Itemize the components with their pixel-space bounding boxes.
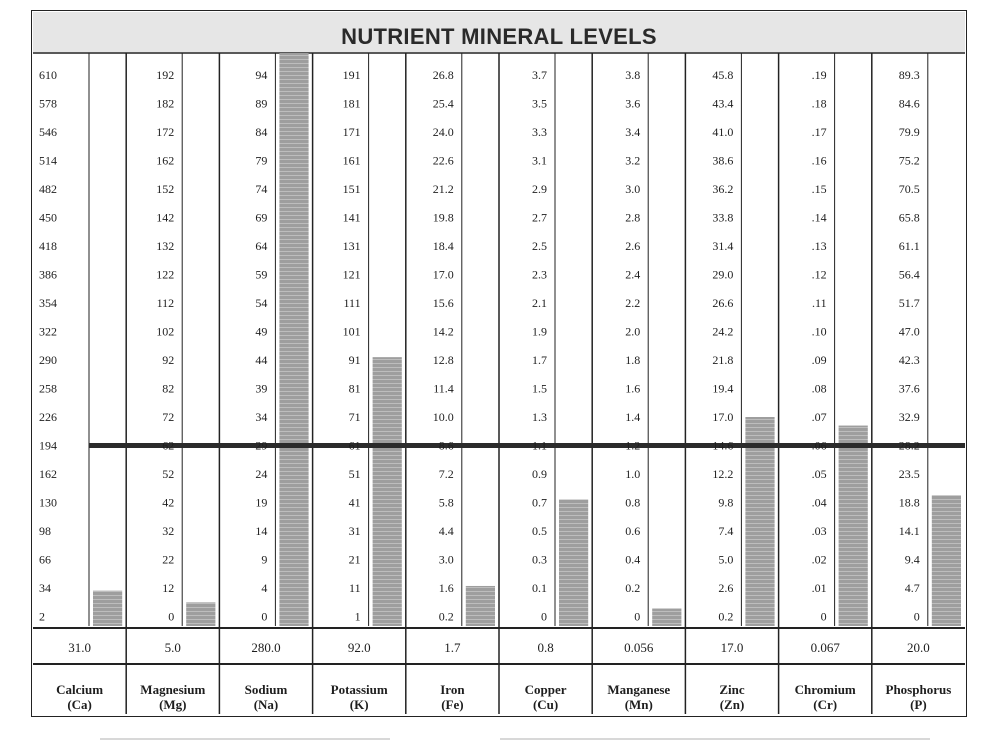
tick-label: 65.8 xyxy=(898,210,920,225)
tick-label: 69 xyxy=(255,210,268,225)
mineral-name-potassium: Potassium xyxy=(330,682,388,697)
tick-label: 0 xyxy=(634,609,641,624)
tick-label: 98 xyxy=(39,524,51,538)
tick-label: 31 xyxy=(348,524,361,538)
tick-label: 0.9 xyxy=(532,467,547,481)
bar-potassium xyxy=(373,357,402,626)
tick-label: .02 xyxy=(811,552,827,567)
mineral-symbol-iron: (Fe) xyxy=(441,697,464,712)
tick-label: 12.8 xyxy=(432,353,454,367)
tick-label: 192 xyxy=(156,68,175,82)
value-label-phosphorus: 20.0 xyxy=(907,640,930,655)
tick-label: 89 xyxy=(255,96,268,111)
tick-label: 28.2 xyxy=(898,438,920,453)
tick-label: 258 xyxy=(39,381,57,396)
tick-label: 79.9 xyxy=(898,125,920,139)
tick-label: 482 xyxy=(39,182,57,196)
tick-label: 21.2 xyxy=(432,182,454,196)
tick-label: .01 xyxy=(811,581,827,595)
tick-label: 1.2 xyxy=(625,438,641,453)
tick-label: 14.2 xyxy=(432,324,454,339)
tick-label: 2.7 xyxy=(532,210,547,225)
bar-copper xyxy=(559,499,588,626)
tick-label: 2.0 xyxy=(625,324,641,339)
mineral-symbol-manganese: (Mn) xyxy=(624,697,653,712)
tick-label: 8.6 xyxy=(438,438,454,453)
chart-title: NUTRIENT MINERAL LEVELS xyxy=(341,24,657,49)
tick-label: 162 xyxy=(156,153,175,168)
tick-label: 0 xyxy=(261,609,268,624)
tick-label: 130 xyxy=(39,495,57,510)
tick-label: 59 xyxy=(255,267,268,282)
tick-label: 34 xyxy=(39,581,51,595)
tick-label: 70.5 xyxy=(898,182,920,196)
tick-label: 0.2 xyxy=(718,609,734,624)
tick-label: 34 xyxy=(255,410,268,424)
tick-label: 2.1 xyxy=(532,296,547,310)
tick-label: 122 xyxy=(156,267,175,282)
value-label-manganese: 0.056 xyxy=(624,640,654,655)
tick-label: 3.5 xyxy=(532,96,547,111)
tick-label: 546 xyxy=(39,125,57,139)
tick-label: 79 xyxy=(255,153,268,168)
tick-label: 1.0 xyxy=(625,467,641,481)
tick-label: 1.7 xyxy=(532,353,547,367)
bar-iron xyxy=(466,586,495,626)
tick-label: 64 xyxy=(255,239,268,253)
mineral-name-iron: Iron xyxy=(440,682,465,697)
tick-label: 181 xyxy=(342,96,361,111)
tick-label: .03 xyxy=(811,524,827,538)
mineral-name-phosphorus: Phosphorus xyxy=(885,682,952,697)
tick-label: 2.8 xyxy=(625,210,641,225)
tick-label: 81 xyxy=(348,381,361,396)
tick-label: .16 xyxy=(811,153,827,168)
tick-label: 84.6 xyxy=(898,96,920,111)
tick-label: 36.2 xyxy=(712,182,734,196)
tick-label: 101 xyxy=(342,324,361,339)
footer-rule-left xyxy=(100,738,390,740)
tick-label: 5.0 xyxy=(718,552,734,567)
tick-label: 418 xyxy=(39,239,57,253)
tick-label: .19 xyxy=(811,68,827,82)
value-label-zinc: 17.0 xyxy=(720,640,744,655)
tick-label: 29.0 xyxy=(712,267,734,282)
value-label-potassium: 92.0 xyxy=(347,640,371,655)
tick-label: 1.6 xyxy=(625,381,641,396)
value-label-chromium: 0.067 xyxy=(810,640,840,655)
tick-label: 2.5 xyxy=(532,239,547,253)
tick-label: .13 xyxy=(811,239,827,253)
tick-label: 33.8 xyxy=(712,210,734,225)
tick-label: 14 xyxy=(255,524,268,538)
tick-label: 0 xyxy=(541,609,547,624)
tick-label: 21 xyxy=(348,552,361,567)
tick-label: 51.7 xyxy=(898,296,920,310)
tick-label: 42 xyxy=(162,495,175,510)
tick-label: .18 xyxy=(811,96,827,111)
tick-label: 0.7 xyxy=(532,495,547,510)
tick-label: 0 xyxy=(913,609,920,624)
value-label-copper: 0.8 xyxy=(537,640,554,655)
tick-label: 7.4 xyxy=(718,524,734,538)
tick-label: 9.4 xyxy=(904,552,920,567)
tick-label: 3.0 xyxy=(438,552,454,567)
tick-label: 94 xyxy=(255,68,268,82)
tick-label: 29 xyxy=(255,438,268,453)
mineral-name-magnesium: Magnesium xyxy=(140,682,206,697)
tick-label: 24.0 xyxy=(432,125,454,139)
mineral-name-sodium: Sodium xyxy=(244,682,288,697)
tick-label: 44 xyxy=(255,353,268,367)
tick-label: 131 xyxy=(342,239,361,253)
value-label-iron: 1.7 xyxy=(444,640,461,655)
tick-label: 226 xyxy=(39,410,57,424)
tick-label: .05 xyxy=(811,467,827,481)
tick-label: 43.4 xyxy=(712,96,734,111)
tick-label: 3.0 xyxy=(625,182,641,196)
tick-label: 31.4 xyxy=(712,239,734,253)
tick-label: 171 xyxy=(342,125,361,139)
tick-label: 1.3 xyxy=(532,410,547,424)
tick-label: 38.6 xyxy=(712,153,734,168)
tick-label: 1.8 xyxy=(625,353,641,367)
tick-label: 54 xyxy=(255,296,268,310)
mineral-symbol-chromium: (Cr) xyxy=(813,697,838,712)
tick-label: 1.9 xyxy=(532,324,547,339)
tick-label: 89.3 xyxy=(898,68,920,82)
tick-label: 84 xyxy=(255,125,268,139)
tick-label: 21.8 xyxy=(712,353,734,367)
tick-label: 18.4 xyxy=(432,239,454,253)
mineral-symbol-magnesium: (Mg) xyxy=(159,697,187,712)
tick-label: 354 xyxy=(39,296,57,310)
tick-label: 194 xyxy=(39,438,57,453)
tick-label: 0.5 xyxy=(532,524,547,538)
tick-label: 19.4 xyxy=(712,381,734,396)
mineral-symbol-sodium: (Na) xyxy=(253,697,279,712)
tick-label: 3.2 xyxy=(625,153,641,168)
tick-label: 56.4 xyxy=(898,267,920,282)
tick-label: 0.2 xyxy=(625,581,641,595)
tick-label: 141 xyxy=(342,210,361,225)
tick-label: 62 xyxy=(162,438,175,453)
tick-label: 52 xyxy=(162,467,175,481)
tick-label: 152 xyxy=(156,182,175,196)
mineral-symbol-calcium: (Ca) xyxy=(67,697,92,712)
tick-label: 2.6 xyxy=(625,239,641,253)
tick-label: 41 xyxy=(348,495,361,510)
tick-label: 24 xyxy=(255,467,268,481)
tick-label: 71 xyxy=(348,410,361,424)
tick-label: 14.6 xyxy=(712,438,734,453)
tick-label: 191 xyxy=(342,68,361,82)
tick-label: 290 xyxy=(39,353,57,367)
footer-rule-right xyxy=(500,738,930,740)
tick-label: 11.4 xyxy=(433,381,454,396)
tick-label: 151 xyxy=(342,182,361,196)
tick-label: 0.4 xyxy=(625,552,641,567)
tick-label: 22 xyxy=(162,552,175,567)
tick-label: 1.5 xyxy=(532,381,547,396)
tick-label: 9 xyxy=(261,552,268,567)
tick-label: 610 xyxy=(39,68,57,82)
tick-label: .15 xyxy=(811,182,827,196)
tick-label: .14 xyxy=(811,210,827,225)
tick-label: 19 xyxy=(255,495,268,510)
tick-label: 3.7 xyxy=(532,68,547,82)
tick-label: 37.6 xyxy=(898,381,920,396)
tick-label: 102 xyxy=(156,324,175,339)
tick-label: 514 xyxy=(39,153,57,168)
tick-label: 92 xyxy=(162,353,175,367)
tick-label: 1.1 xyxy=(532,438,547,453)
tick-label: 2.9 xyxy=(532,182,547,196)
tick-label: 12.2 xyxy=(712,467,734,481)
tick-label: .06 xyxy=(811,438,827,453)
tick-label: .11 xyxy=(812,296,827,310)
tick-label: .12 xyxy=(811,267,827,282)
tick-label: 3.8 xyxy=(625,68,641,82)
tick-label: 74 xyxy=(255,182,268,196)
tick-label: 32.9 xyxy=(898,410,920,424)
tick-label: 15.6 xyxy=(432,296,454,310)
tick-label: 66 xyxy=(39,552,51,567)
mineral-symbol-zinc: (Zn) xyxy=(719,697,745,712)
mineral-name-manganese: Manganese xyxy=(607,682,671,697)
bar-manganese xyxy=(652,609,681,626)
bar-sodium xyxy=(279,53,308,626)
tick-label: 9.8 xyxy=(718,495,734,510)
tick-label: 25.4 xyxy=(432,96,454,111)
tick-label: 82 xyxy=(162,381,175,396)
tick-label: 4 xyxy=(261,581,268,595)
tick-label: 32 xyxy=(162,524,175,538)
tick-label: 0 xyxy=(168,609,175,624)
bar-phosphorus xyxy=(932,495,961,626)
tick-label: 4.4 xyxy=(438,524,454,538)
tick-label: 26.6 xyxy=(712,296,734,310)
tick-label: 72 xyxy=(162,410,175,424)
tick-label: 51 xyxy=(348,467,361,481)
tick-label: .07 xyxy=(811,410,827,424)
tick-label: 162 xyxy=(39,467,57,481)
tick-label: 1.6 xyxy=(438,581,454,595)
tick-label: 2.4 xyxy=(625,267,641,282)
mineral-name-chromium: Chromium xyxy=(794,682,856,697)
tick-label: 132 xyxy=(156,239,175,253)
tick-label: 18.8 xyxy=(898,495,920,510)
tick-label: 24.2 xyxy=(712,324,734,339)
tick-label: 22.6 xyxy=(432,153,454,168)
mineral-name-zinc: Zinc xyxy=(719,682,745,697)
tick-label: 61.1 xyxy=(898,239,920,253)
value-label-sodium: 280.0 xyxy=(251,640,281,655)
tick-label: 61 xyxy=(348,438,361,453)
tick-label: 578 xyxy=(39,96,57,111)
tick-label: 0.3 xyxy=(532,552,547,567)
bar-magnesium xyxy=(186,602,215,626)
tick-label: 2.3 xyxy=(532,267,547,282)
tick-label: 0 xyxy=(820,609,827,624)
tick-label: 172 xyxy=(156,125,175,139)
tick-label: 4.7 xyxy=(904,581,920,595)
tick-label: 17.0 xyxy=(712,410,734,424)
mineral-symbol-phosphorus: (P) xyxy=(910,697,927,712)
tick-label: .17 xyxy=(811,125,827,139)
tick-label: 49 xyxy=(255,324,268,339)
tick-label: 14.1 xyxy=(898,524,920,538)
tick-label: 45.8 xyxy=(712,68,734,82)
tick-label: 0.8 xyxy=(625,495,641,510)
tick-label: 111 xyxy=(343,296,361,310)
tick-label: 386 xyxy=(39,267,57,282)
tick-label: 0.1 xyxy=(532,581,547,595)
tick-label: 41.0 xyxy=(712,125,734,139)
tick-label: 1 xyxy=(354,609,361,624)
tick-label: 11 xyxy=(349,581,361,595)
tick-label: .08 xyxy=(811,381,827,396)
mineral-name-copper: Copper xyxy=(524,682,567,697)
value-label-calcium: 31.0 xyxy=(68,640,91,655)
mineral-name-calcium: Calcium xyxy=(56,682,104,697)
tick-label: 42.3 xyxy=(898,353,920,367)
tick-label: 450 xyxy=(39,210,57,225)
mineral-symbol-potassium: (K) xyxy=(349,697,369,712)
value-label-magnesium: 5.0 xyxy=(164,640,181,655)
tick-label: 26.8 xyxy=(432,68,454,82)
tick-label: 39 xyxy=(255,381,268,396)
mineral-symbol-copper: (Cu) xyxy=(532,697,559,712)
bar-zinc xyxy=(745,417,774,626)
tick-label: 112 xyxy=(156,296,175,310)
tick-label: 142 xyxy=(156,210,175,225)
bar-calcium xyxy=(93,591,122,626)
tick-label: 3.4 xyxy=(625,125,641,139)
tick-label: 1.4 xyxy=(625,410,641,424)
tick-label: 2 xyxy=(39,609,45,624)
tick-label: 23.5 xyxy=(898,467,920,481)
tick-label: 91 xyxy=(348,353,361,367)
tick-label: 5.8 xyxy=(438,495,454,510)
tick-label: .04 xyxy=(811,495,827,510)
tick-label: 12 xyxy=(162,581,175,595)
tick-label: 47.0 xyxy=(898,324,920,339)
tick-label: 182 xyxy=(156,96,175,111)
tick-label: .10 xyxy=(811,324,827,339)
tick-label: 322 xyxy=(39,324,57,339)
tick-label: 3.6 xyxy=(625,96,641,111)
tick-label: 2.2 xyxy=(625,296,641,310)
bar-chromium xyxy=(839,426,868,626)
tick-label: 2.6 xyxy=(718,581,734,595)
tick-label: 3.3 xyxy=(532,125,547,139)
tick-label: 121 xyxy=(342,267,361,282)
tick-label: 10.0 xyxy=(432,410,454,424)
tick-label: .09 xyxy=(811,353,827,367)
tick-label: 17.0 xyxy=(432,267,454,282)
tick-label: 19.8 xyxy=(432,210,454,225)
tick-label: 75.2 xyxy=(898,153,920,168)
tick-label: 0.6 xyxy=(625,524,641,538)
tick-label: 0.2 xyxy=(438,609,454,624)
tick-label: 7.2 xyxy=(438,467,454,481)
tick-label: 3.1 xyxy=(532,153,547,168)
tick-label: 161 xyxy=(342,153,361,168)
